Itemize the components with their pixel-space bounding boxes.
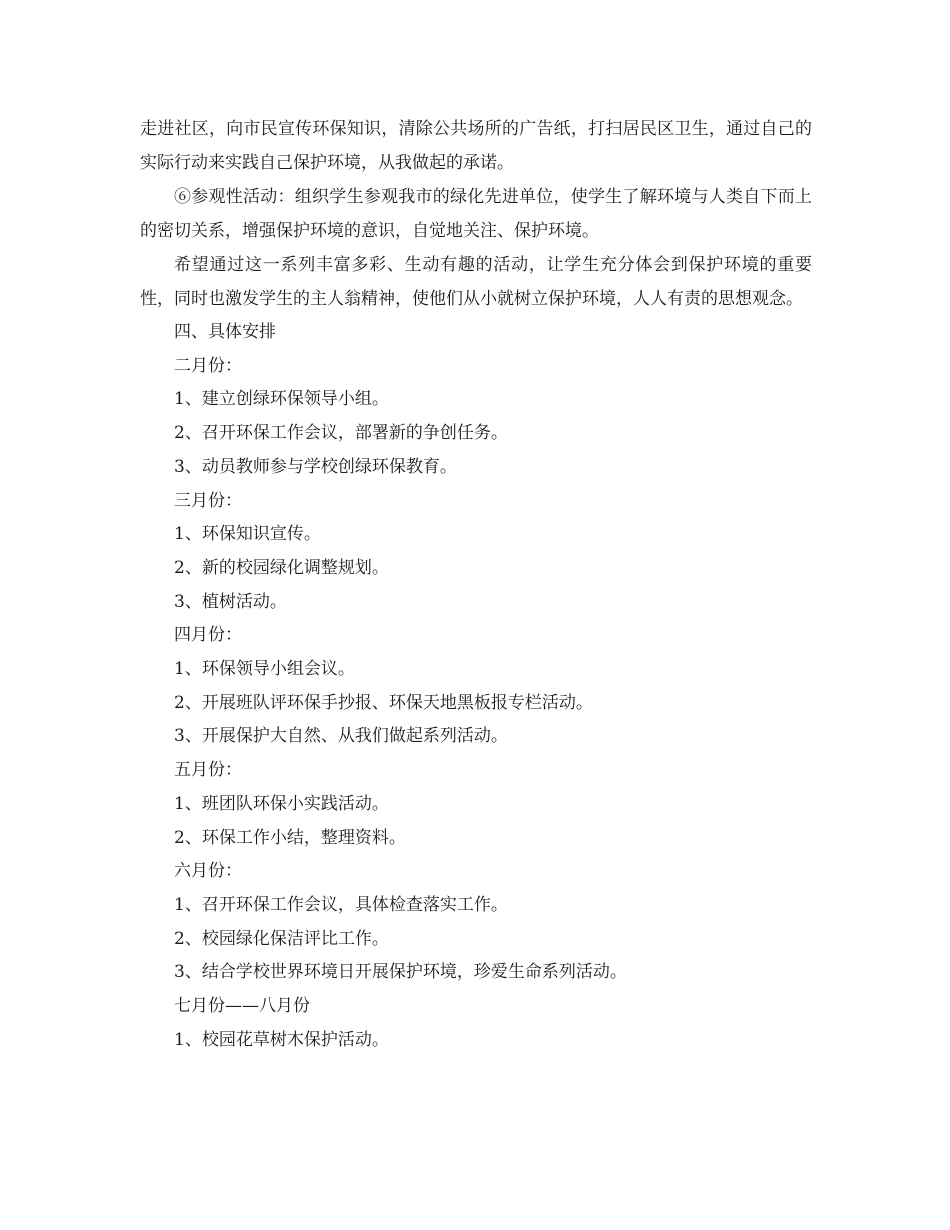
month-label-april: 四月份：: [174, 625, 242, 646]
paragraph-visit-activity: ⑥参观性活动：组织学生参观我市的绿化先进单位，使学生了解环境与人类自下而上的密切关系，增强保护环境的意识，自觉地关注、保护环境。: [140, 187, 812, 241]
list-item: 3、结合学校世界环境日开展保护环境，珍爱生命系列活动。: [174, 962, 627, 983]
month-label-july-august: 七月份——八月份: [174, 996, 310, 1017]
list-item: 2、新的校园绿化调整规划。: [174, 557, 389, 578]
section-heading: 四、具体安排: [174, 322, 276, 342]
list-item: 1、班团队环保小实践活动。: [174, 793, 389, 814]
list-item: 1、环保知识宣传。: [174, 524, 321, 545]
month-label-march: 三月份：: [174, 490, 242, 511]
list-item: 2、校园绿化保洁评比工作。: [174, 928, 389, 949]
list-item: 3、植树活动。: [174, 591, 287, 612]
list-item: 1、召开环保工作会议，具体检查落实工作。: [174, 894, 508, 915]
list-item: 3、开展保护大自然、从我们做起系列活动。: [174, 726, 508, 747]
list-item: 3、动员教师参与学校创绿环保教育。: [174, 456, 457, 477]
list-item: 2、环保工作小结，整理资料。: [174, 827, 406, 848]
month-label-may: 五月份：: [174, 760, 242, 781]
list-item: 1、建立创绿环保领导小组。: [174, 389, 389, 410]
month-label-june: 六月份：: [174, 861, 242, 882]
list-item: 2、召开环保工作会议，部署新的争创任务。: [174, 423, 508, 444]
list-item: 1、校园花草树木保护活动。: [174, 1029, 389, 1050]
document-body: [140, 112, 812, 1057]
list-item: 1、环保领导小组会议。: [174, 659, 355, 680]
paragraph-hope: 希望通过这一系列丰富多彩、生动有趣的活动，让学生充分体会到保护环境的重要性，同时也激发学生的主人翁精神，使他们从小就树立保护环境，人人有责的思想观念。: [140, 255, 812, 309]
month-label-february: 二月份：: [174, 355, 242, 376]
list-item: 2、开展班队评环保手抄报、环保天地黑板报专栏活动。: [174, 692, 593, 713]
paragraph-community-action: 走进社区，向市民宣传环保知识，清除公共场所的广告纸，打扫居民区卫生，通过自己的实际行动来实践自己保护环境，从我做起的承诺。: [140, 119, 812, 173]
